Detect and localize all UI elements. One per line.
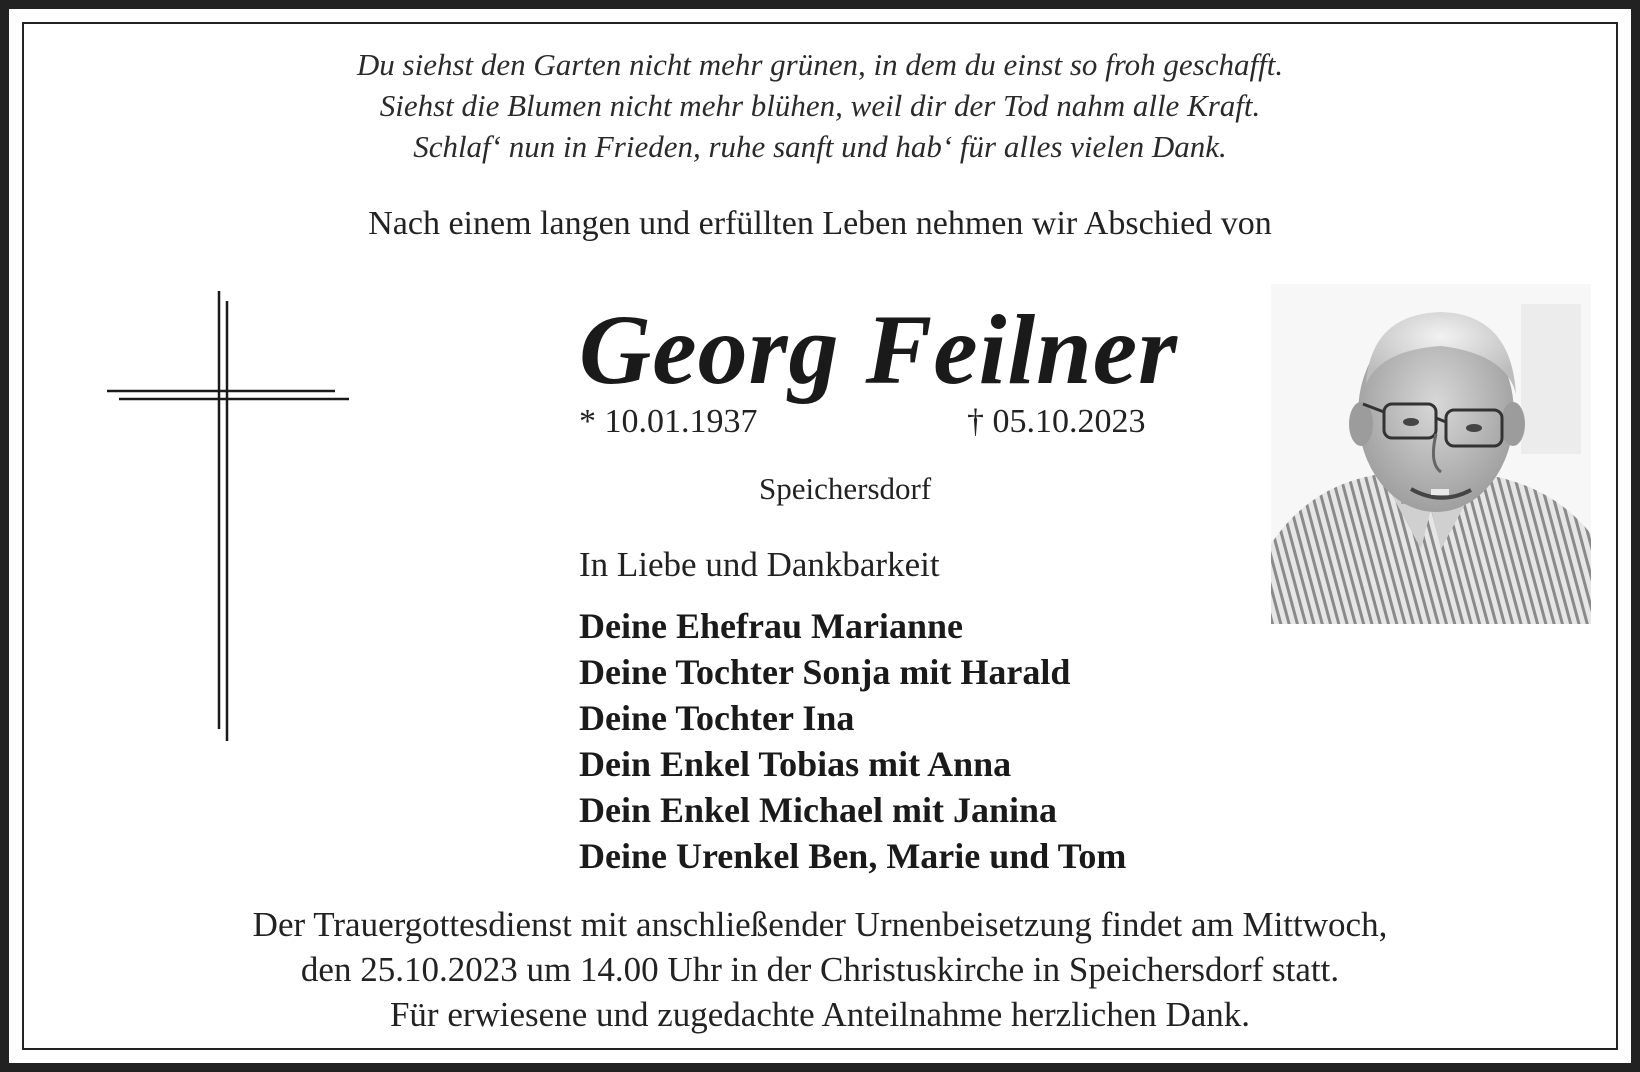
list-item: Deine Tochter Ina: [579, 698, 855, 738]
dedication: In Liebe und Dankbarkeit: [579, 545, 940, 584]
cross-icon: [105, 289, 369, 779]
list-item: Deine Urenkel Ben, Marie und Tom: [579, 836, 1127, 876]
poem-line-2: Siehst die Blumen nicht mehr blühen, weil dir der Tod nahm alle Kraft.: [379, 88, 1261, 123]
death-date: † 05.10.2023: [967, 403, 1146, 440]
poem-line-3: Schlaf‘ nun in Frieden, ruhe sanft und hab‘ für alles vielen Dank.: [413, 129, 1227, 164]
list-item: Deine Ehefrau Marianne: [579, 606, 963, 646]
deceased-name: Georg Feilner: [579, 294, 1179, 405]
poem-line-1: Du siehst den Garten nicht mehr grünen, in dem du einst so froh geschafft.: [356, 47, 1284, 82]
mourners-list: [579, 603, 1126, 879]
hometown: Speichersdorf: [759, 471, 932, 506]
closing-line-3: Für erwiesene und zugedachte Anteilnahme herzlichen Dank.: [389, 995, 1251, 1034]
portrait-photo: [1271, 284, 1591, 624]
intro-text: Nach einem langen und erfüllten Leben nehmen wir Abschied von: [368, 205, 1272, 242]
list-item: Dein Enkel Michael mit Janina: [579, 790, 1058, 830]
birth-date: * 10.01.1937: [579, 403, 758, 440]
funeral-info: [9, 902, 1631, 1037]
closing-line-1: Der Trauergottesdienst mit anschließender Urnenbeisetzung findet am Mittwoch,: [252, 905, 1388, 944]
poem: [9, 44, 1631, 167]
list-item: Dein Enkel Tobias mit Anna: [579, 744, 1012, 784]
closing-line-2: den 25.10.2023 um 14.00 Uhr in der Christuskirche in Speichersdorf statt.: [300, 950, 1340, 989]
list-item: Deine Tochter Sonja mit Harald: [579, 652, 1071, 692]
